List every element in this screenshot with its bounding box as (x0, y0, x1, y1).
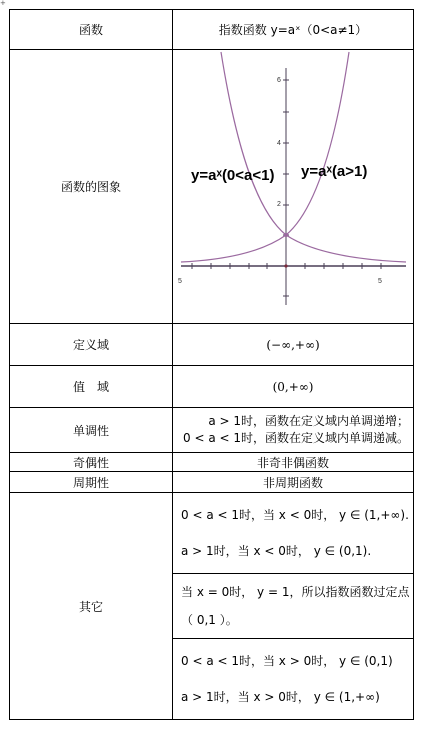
right-curve-label: y=aˣ(a>1) (301, 163, 368, 180)
row-period (10, 472, 414, 493)
label-range: 值 域 (10, 366, 173, 408)
other-block-1 (173, 493, 414, 574)
origin-marker (284, 264, 287, 267)
other-block2-line1: 当 x = 0时， y = 1，所以指数函数过定点 (181, 585, 410, 599)
other-block3-line1: 0 < a < 1时，当 x > 0时， y ∈ (0,1) (181, 654, 393, 668)
row-monotonic (10, 408, 414, 453)
value-parity: 非奇非偶函数 (173, 453, 414, 472)
value-monotonic (173, 408, 414, 453)
table-anchor-mark: + (0, 0, 6, 7)
other-block1-line1: 0 < a < 1时，当 x < 0时， y ∈ (1,+∞). (181, 508, 409, 522)
graph-cell (173, 50, 414, 324)
curve-increasing (181, 52, 349, 262)
monotonic-line-1: a > 1时，函数在定义域内单调递增； (208, 414, 409, 428)
label-graph: 函数的图象 (10, 50, 173, 324)
other-block3-line2: a > 1时，当 x > 0时， y ∈ (1,+∞) (181, 690, 380, 704)
row-parity (10, 453, 414, 472)
value-period: 非周期函数 (173, 472, 414, 493)
label-period: 周期性 (10, 472, 173, 493)
monotonic-line-2: 0 < a < 1时，函数在定义域内单调递减。 (183, 431, 409, 445)
other-block2-line2: （ 0,1 ）。 (181, 613, 238, 627)
row-range (10, 366, 414, 408)
exponential-function-table (9, 9, 414, 720)
tick-label-x-right: 5 (378, 278, 382, 285)
label-parity: 奇偶性 (10, 453, 173, 472)
tick-label-y-4: 4 (277, 140, 281, 147)
exponential-graph (173, 50, 414, 320)
tick-label-x-left: 5 (178, 278, 182, 285)
fixed-point-marker (284, 233, 288, 237)
row-other-1 (10, 493, 414, 574)
row-domain (10, 324, 414, 366)
other-block-2 (173, 574, 414, 639)
value-domain: (−∞,+∞) (173, 324, 414, 366)
label-monotonic: 单调性 (10, 408, 173, 453)
value-range: (0,+∞) (173, 366, 414, 408)
value-function: 指数函数 y=aˣ（0<a≠1） (173, 10, 414, 50)
tick-label-y-2: 2 (277, 201, 281, 208)
label-other: 其它 (10, 493, 173, 720)
curve-decreasing (221, 52, 406, 262)
row-function (10, 10, 414, 50)
row-graph (10, 50, 414, 324)
left-curve-label: y=aˣ(0<a<1) (191, 167, 275, 184)
other-block1-line2: a > 1时，当 x < 0时， y ∈ (0,1). (181, 544, 372, 558)
tick-label-y-6: 6 (277, 77, 281, 84)
label-function: 函数 (10, 10, 173, 50)
other-block-3 (173, 639, 414, 720)
label-domain: 定义域 (10, 324, 173, 366)
